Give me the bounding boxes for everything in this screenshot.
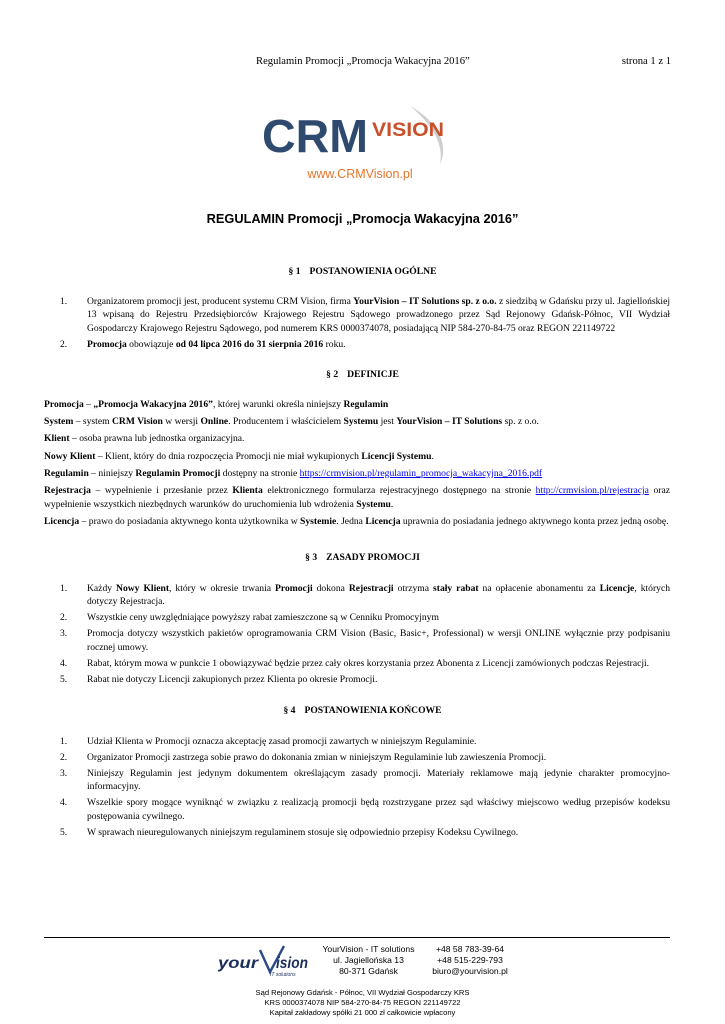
definition-entry: [44, 450, 670, 463]
text-run: oraz wypełnienie wszystkich niezbędnych warunków do uruchomienia lub wdrożenia: [44, 485, 670, 510]
bold-term: stały rabat: [433, 583, 479, 594]
item-number: 1.: [60, 296, 68, 307]
text-run: W sprawach nieuregulowanych niniejszym regulaminem stosuje się odpowiednio przepisy Kodeksu Cywilnego.: [87, 826, 519, 838]
text-run: – Klient, który do dnia rozpoczęcia Promocji nie miał wykupionych: [95, 450, 362, 462]
bold-term: Regulamin Promocji: [135, 467, 221, 479]
bold-term: Rejestracja: [44, 485, 91, 497]
text-run: . Jedna: [336, 515, 366, 527]
page-header: [44, 55, 671, 69]
phone-1: +48 58 783-39-64: [435, 944, 505, 954]
list-item: [60, 751, 670, 764]
footer-contact: [428, 944, 512, 977]
list-item: [60, 796, 670, 823]
section-number: § 4: [283, 705, 296, 716]
bold-term: Licencja: [44, 515, 80, 527]
bold-term: Regulamin: [343, 399, 389, 410]
crmvision-logo: [260, 100, 460, 192]
text-run: .: [390, 498, 394, 510]
company-city: 80-371 Gdańsk: [339, 966, 398, 976]
item-number: 2.: [60, 612, 68, 624]
bold-term: Promocji: [275, 583, 313, 594]
section-title: POSTANOWIENIA OGÓLNE: [309, 266, 437, 277]
text-run: dokona: [312, 583, 349, 594]
logo-url[interactable]: www.CRMVision.pl: [307, 167, 413, 181]
text-run: , który w okresie trwania: [169, 583, 275, 594]
list-item: [60, 338, 670, 351]
email[interactable]: biuro@yourvision.pl: [432, 966, 508, 976]
text-run: na opłacenie abonamentu za: [478, 583, 600, 594]
url-link[interactable]: https://crmvision.pl/regulamin_promocja_wakacyjna_2016.pdf: [299, 467, 543, 479]
section-4-heading: [0, 704, 725, 717]
bold-term: Klient: [44, 433, 70, 445]
bold-term: Systemu: [356, 498, 391, 510]
definition-entry: [44, 415, 670, 428]
item-number: 2.: [60, 751, 68, 763]
text-run: dostępny na stronie: [220, 467, 300, 479]
definition-entry: [44, 484, 670, 511]
text-run: obowiązuje: [126, 338, 176, 350]
company-name: YourVision - IT solutions: [322, 944, 415, 954]
text-run: Niniejszy Regulamin jest jedynym dokumentem określającym zasady promocji. Materiały reklamowe mają jedynie charakter promocyjno-informacyjny.: [87, 767, 670, 793]
text-run: roku.: [323, 338, 346, 350]
bold-term: Systemie: [300, 515, 337, 527]
list-item: [60, 657, 670, 670]
phone-2: +48 515-229-793: [437, 955, 503, 965]
item-number: 1.: [60, 583, 68, 594]
logo-vision-text: VISION: [372, 120, 444, 141]
text-run: , których dotyczy Rejestracja.: [87, 583, 671, 608]
text-run: Promocja dotyczy wszystkich pakietów oprogramowania CRM Vision (Basic, Basic+, Professional) w wersji ONLINE wyłącznie przy podpisaniu rocznej umowy.: [87, 628, 670, 653]
text-run: –: [83, 399, 94, 410]
item-number: 5.: [60, 826, 68, 838]
text-run: Wszystkie ceny uwzględniające powyższy rabat zamieszczone są w Cenniku Promocyjnym: [87, 612, 439, 624]
section-3-list: [60, 582, 670, 688]
section-title: ZASADY PROMOCJI: [326, 552, 420, 563]
list-item: [60, 582, 670, 609]
definition-entry: [44, 515, 670, 528]
list-item: [60, 673, 670, 686]
bold-term: Systemu: [343, 416, 379, 428]
yourvision-logo: [218, 944, 310, 978]
section-number: § 1: [288, 266, 301, 277]
bold-term: Nowy Klient: [44, 450, 96, 462]
bold-term: Rejestracji: [348, 583, 394, 594]
item-number: 4.: [60, 797, 68, 809]
text-run: Wszelkie spory mogące wyniknąć w związku z realizacją promocji będą rozstrzygane przez sąd właściwy miejscowo według przepisów kodeksu postępowania cywilnego.: [87, 797, 670, 822]
list-item: [60, 611, 670, 624]
list-item: [60, 826, 670, 839]
text-run: , której warunki określa niniejszy: [212, 399, 344, 410]
item-number: 3.: [60, 767, 68, 779]
text-run: Rabat nie dotyczy Licencji zakupionych przez Klienta po okresie Promocji.: [87, 673, 378, 685]
logo-crm-text: CRM: [262, 110, 368, 162]
item-number: 4.: [60, 657, 68, 669]
text-run: Każdy: [87, 583, 117, 594]
bold-term: System: [44, 416, 74, 428]
text-run: w wersji: [162, 416, 201, 428]
bold-term: Nowy Klient: [116, 583, 170, 594]
definition-entry: [44, 467, 670, 480]
bold-term: YourVision – IT Solutions: [396, 416, 503, 428]
legal-line: KRS 0000374078 NIP 584-270-84-75 REGON 221149722: [264, 997, 461, 1007]
definitions-list: [44, 398, 670, 532]
section-title: DEFINICJE: [347, 369, 399, 380]
text-run: Udział Klienta w Promocji oznacza akceptację zasad promocji zawartych w niniejszym Regulaminie.: [87, 736, 477, 747]
bold-term: YourVision – IT Solutions sp. z o.o.: [353, 296, 497, 307]
list-item: [60, 735, 670, 748]
header-page-number: strona 1 z 1: [621, 56, 671, 67]
section-2-heading: [0, 368, 725, 381]
header-title: Regulamin Promocji „Promocja Wakacyjna 2016”: [256, 56, 470, 67]
document-title: REGULAMIN Promocji „Promocja Wakacyjna 2016”: [206, 211, 519, 226]
item-number: 5.: [60, 673, 68, 685]
text-run: Organizator Promocji zastrzega sobie prawo do dokonania zmian w niniejszym Regulaminie lub zawieszenia Promocji.: [87, 751, 547, 763]
list-item: [60, 295, 670, 335]
item-number: 1.: [60, 736, 68, 747]
text-run: – osoba prawna lub jednostka organizacyjna.: [69, 433, 245, 445]
text-run: jest: [378, 416, 397, 428]
logo-ision-text: ision: [276, 955, 309, 972]
bold-term: Licencji Systemu: [361, 450, 432, 462]
legal-line: Sąd Rejonowy Gdańsk - Północ, VII Wydział Gospodarczy KRS: [255, 988, 470, 997]
section-1-list: [60, 295, 670, 354]
bold-term: Regulamin: [44, 467, 89, 479]
list-item: [60, 767, 670, 794]
yourvision-logo-graphic: [218, 944, 310, 978]
footer-legal: [0, 988, 725, 1018]
list-item: [60, 627, 670, 654]
section-number: § 2: [326, 369, 339, 380]
definition-entry: [44, 398, 670, 411]
url-link[interactable]: http://crmvision.pl/rejestracja: [535, 485, 649, 497]
bold-term: „Promocja Wakacyjna 2016”: [93, 399, 213, 410]
section-4-list: [60, 735, 670, 841]
text-run: . Producentem i właścicielem: [228, 416, 344, 428]
text-run: – niniejszy: [88, 467, 136, 479]
text-run: – prawo do posiadania aktywnego konta użytkownika w: [79, 515, 301, 527]
text-run: Rabat, którym mowa w punkcie 1 obowiązywać będzie przez cały okres korzystania przez Abonenta z Licencji zamówionych podczas Rejestracji.: [87, 657, 650, 669]
text-run: – wypełnienie i przesłanie przez: [90, 485, 233, 497]
logo-tagline: IT solutions: [270, 972, 296, 978]
text-run: elektronicznego formularza rejestracyjnego dostępnego na stronie: [262, 485, 536, 497]
company-street: ul. Jagiellońska 13: [333, 955, 404, 965]
bold-term: Promocja: [44, 399, 84, 410]
section-number: § 3: [305, 552, 318, 563]
crmvision-logo-graphic: [260, 100, 460, 166]
footer-divider: [44, 937, 670, 938]
item-number: 3.: [60, 628, 68, 640]
logo-your-text: your: [218, 955, 259, 972]
bold-term: Licencja: [365, 515, 401, 527]
bold-term: CRM Vision: [111, 416, 163, 428]
bold-term: od 04 lipca 2016 do 31 sierpnia 2016: [175, 338, 324, 350]
item-number: 2.: [60, 338, 68, 350]
section-3-heading: [0, 551, 725, 564]
text-run: uprawnia do posiadania jednego aktywnego konta przez jedną osobę.: [400, 515, 669, 527]
legal-line: Kapitał zakładowy spółki 21 000 zł całkowicie wpłacony: [269, 1007, 456, 1017]
text-run: – system: [73, 416, 112, 428]
section-title: POSTANOWIENIA KOŃCOWE: [304, 705, 442, 716]
text-run: sp. z o.o.: [502, 416, 539, 428]
text-run: z siedzibą w Gdańsku przy ul. Jagiellońskiej 13 wpisaną do Rejestru Przedsiębiorców Krajowego Rejestru Sądowego prowadzonego przez Sąd Rejonowy Gdańsk-Północ, VII Wydział Gospodarczy Krajowego Rejestru Sądowego, pod numerem KRS 0000374078, posiadającą NIP 584-270-84-75 oraz REGON 221149722: [87, 296, 670, 334]
bold-term: Promocja: [87, 338, 127, 350]
footer-company-address: [315, 944, 422, 977]
text-run: Organizatorem promocji jest, producent systemu CRM Vision, firma: [87, 296, 354, 307]
bold-term: Online: [200, 416, 229, 428]
bold-term: Klienta: [232, 485, 263, 497]
text-run: .: [431, 450, 434, 462]
definition-entry: [44, 432, 670, 445]
text-run: otrzyma: [393, 583, 434, 594]
bold-term: Licencje: [599, 583, 635, 594]
section-1-heading: [0, 265, 725, 278]
